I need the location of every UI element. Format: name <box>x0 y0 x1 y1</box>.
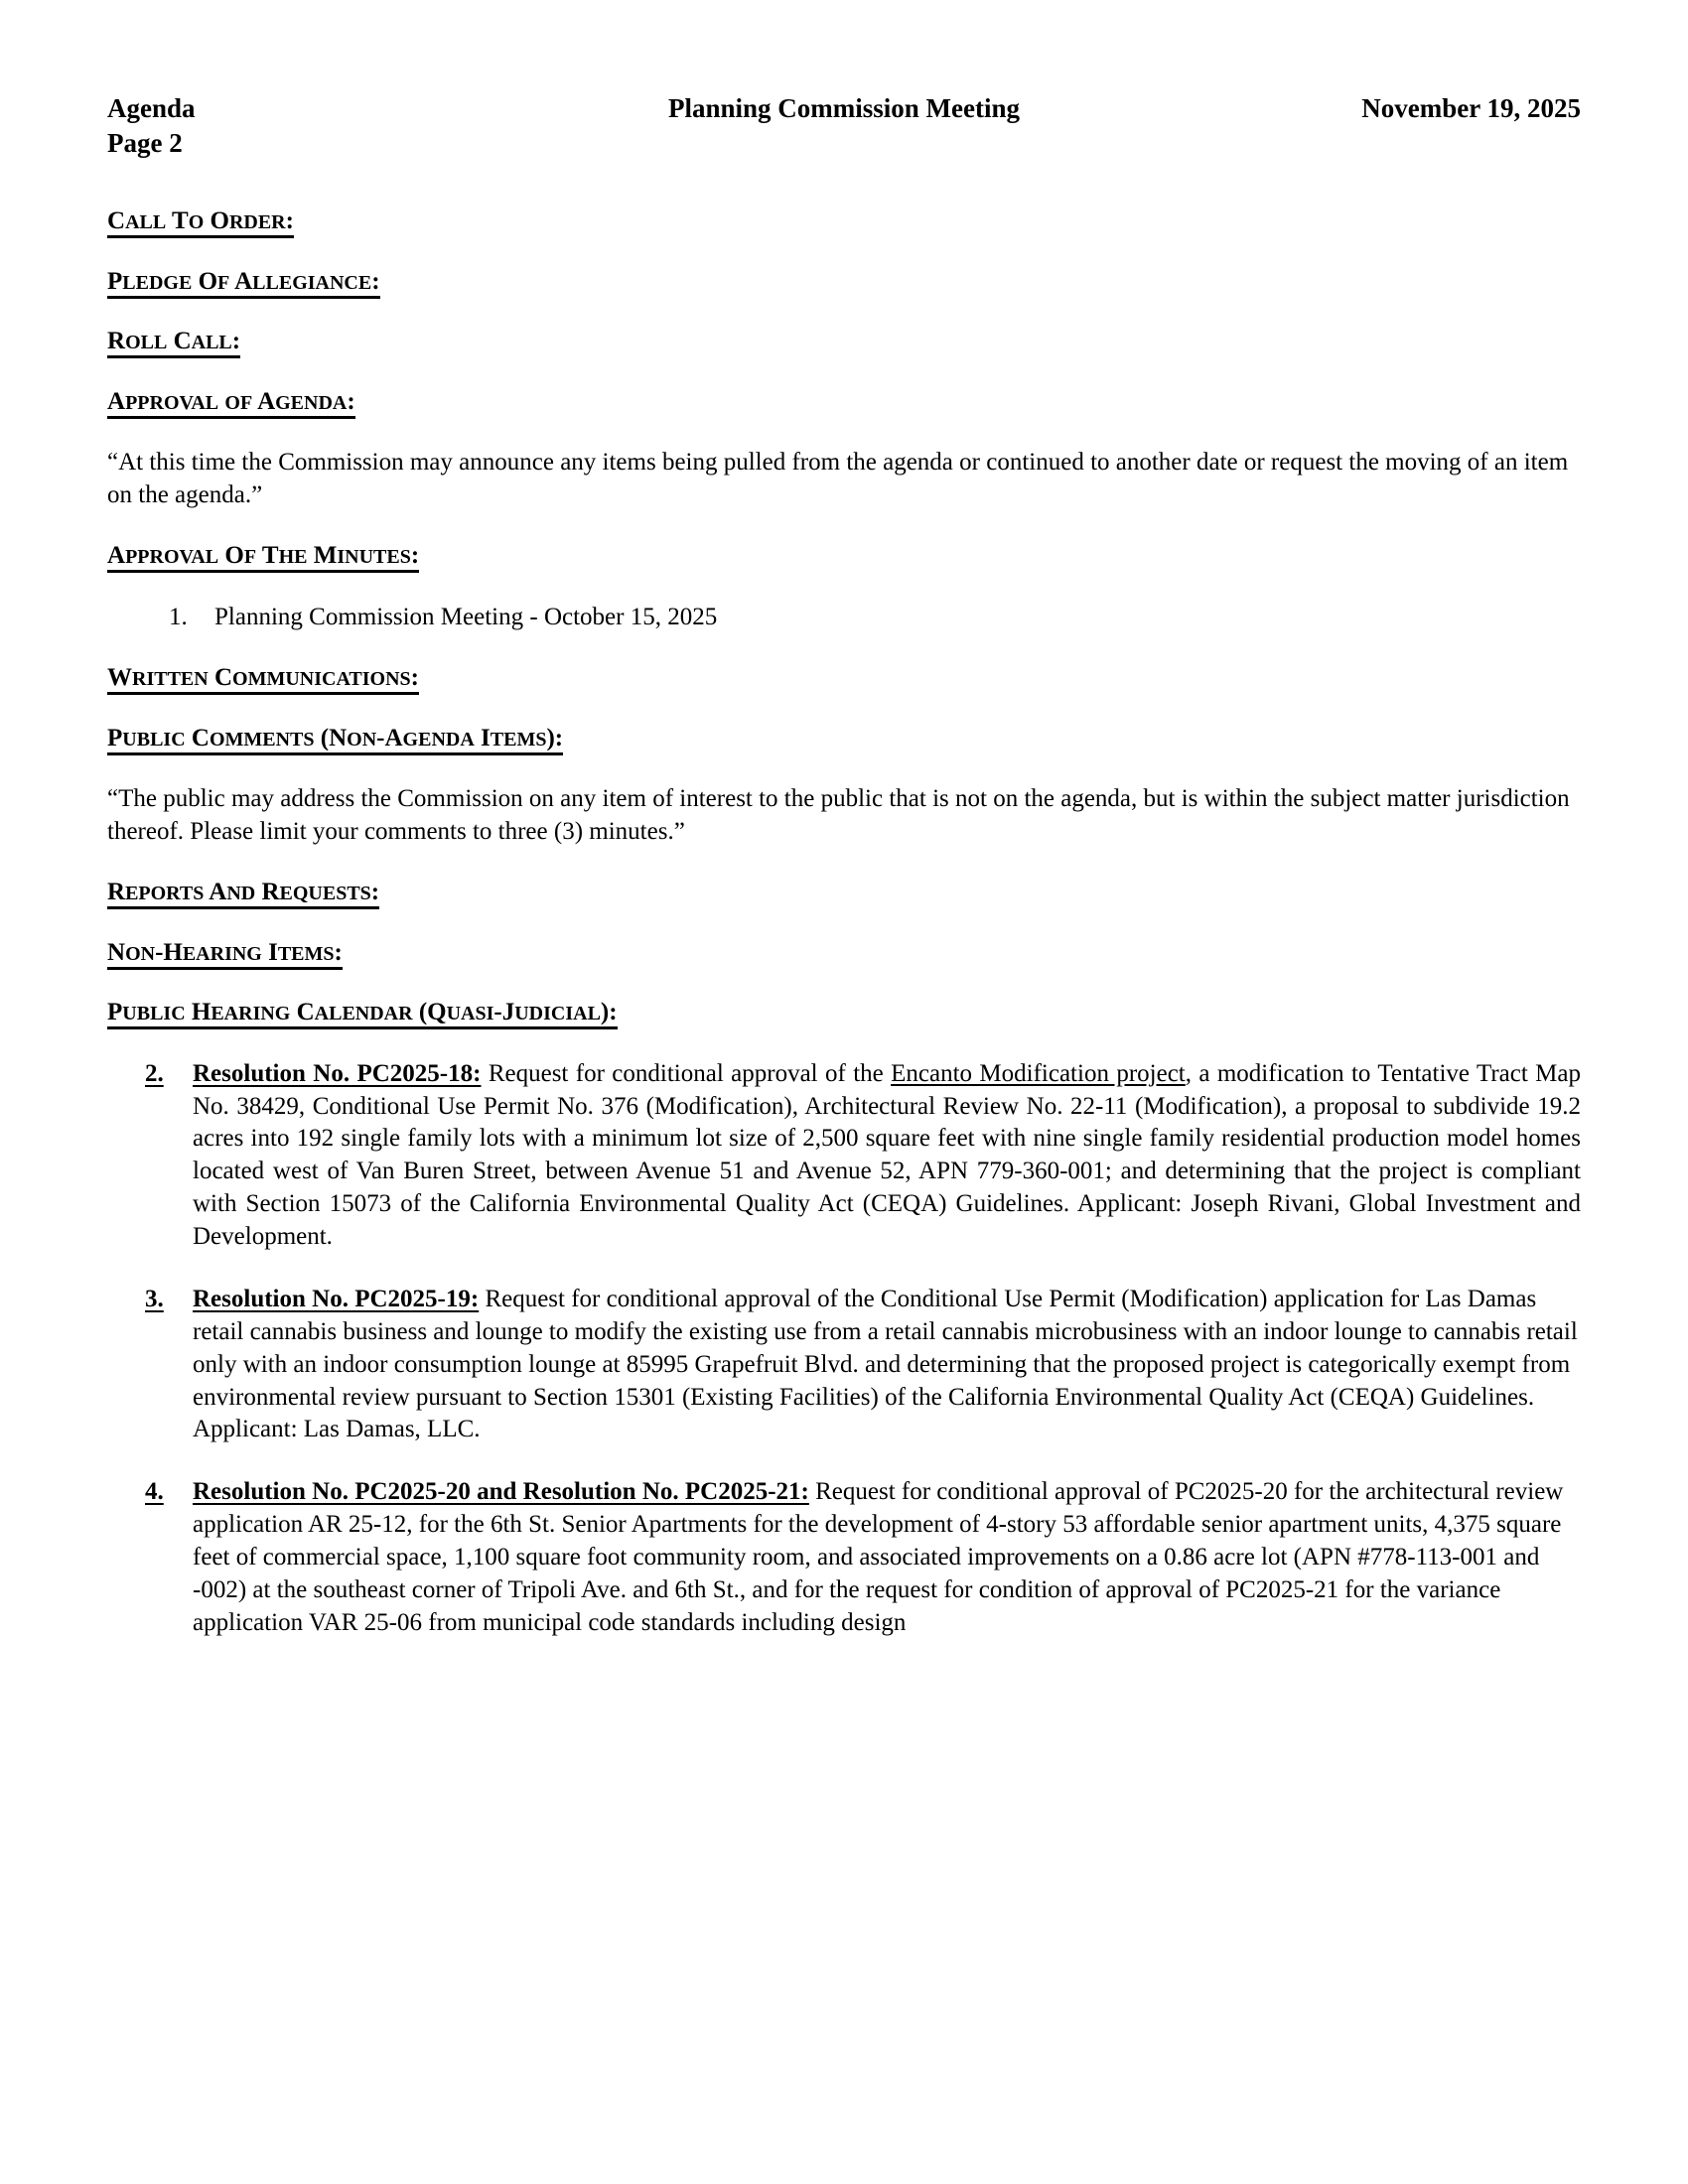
section-approval-of-agenda <box>107 387 1581 418</box>
hearing-item-resolution-label: Resolution No. PC2025-19: <box>193 1285 480 1312</box>
hearing-item-text: Request for conditional approval of PC2025-20 for the architectural review application AR 25-12, for the 6th St. Senior Apartments for the development of 4-story 53 affordable senior apartment units, 4,375 square feet of commercial space, 1,100 square foot community room, and associated improvements on a 0.86 acre lot (APN #778-113-001 and -002) at the southeast corner of Tripoli Ave. and 6th St., and for the request for condition of approval of PC2025-21 for the variance application VAR 25-06 from municipal code standards including design <box>193 1478 1564 1636</box>
section-call-to-order <box>107 206 1581 237</box>
section-approval-of-agenda-label: APPROVAL OF AGENDA: <box>107 388 355 419</box>
header-left <box>107 91 594 161</box>
hearing-item-text-after: , a modification to Tentative Tract Map No. 38429, Conditional Use Permit No. 376 (Modification), Architectural Review No. 22-11 (Modification), a proposal to subdivide 19.2 acres into 192 single family lots with a minimum lot size of 2,500 square feet with nine single family residential production model homes located west of Van Buren Street, between Avenue 51 and Avenue 52, APN 779-360-001; and determining that the project is compliant with Section 15073 of the California Environmental Quality Act (CEQA) Guidelines. Applicant: Joseph Rivani, Global Investment and Development. <box>193 1059 1582 1251</box>
minutes-item-text: Planning Commission Meeting - October 15, 2025 <box>214 603 718 630</box>
header-meeting-title: Planning Commission Meeting <box>667 93 1020 123</box>
hearing-item[interactable] <box>107 1476 1581 1639</box>
hearing-item-number: 4. <box>145 1478 164 1506</box>
section-call-to-order-label: CALL TO ORDER: <box>107 207 294 238</box>
section-roll-call <box>107 327 1581 357</box>
public-comments-quote: “The public may address the Commission on any item of interest to the public that is not on the agenda, but is within the subject matter jurisdiction thereof. Please limit your comments to three (3) minutes.” <box>107 785 1570 845</box>
header-page-number: Page 2 <box>107 128 183 159</box>
hearing-item-text: Request for conditional approval of the Conditional Use Permit (Modification) application for Las Damas retail cannabis business and lounge to modify the existing use from a retail cannabis microbusiness with an indoor lounge to cannabis retail only with an indoor consumption lounge at 85995 Grapefruit Blvd. and determining that the proposed project is categorically exempt from environmental review pursuant to Section 15301 (Existing Facilities) of the California Environmental Quality Act (CEQA) Guidelines. Applicant: Las Damas, LLC. <box>193 1285 1578 1443</box>
document-header <box>107 91 1581 161</box>
section-public-hearing-calendar <box>107 998 1581 1028</box>
hearing-calendar-list <box>107 1058 1581 1640</box>
section-pledge-of-allegiance-label: PLEDGE OF ALLEGIANCE: <box>107 268 380 299</box>
agenda-approval-quote: “At this time the Commission may announce any items being pulled from the agenda or continued to another date or request the moving of an item on the agenda.” <box>107 449 1569 508</box>
hearing-item-text-before: Request for conditional approval of the <box>481 1059 892 1087</box>
minutes-item-number: 1. <box>169 603 188 630</box>
section-roll-call-label: ROLL CALL: <box>107 328 240 358</box>
section-pledge-of-allegiance <box>107 267 1581 298</box>
hearing-item-number: 2. <box>145 1059 164 1087</box>
hearing-item-project-name: Encanto Modification project <box>891 1059 1186 1087</box>
section-public-hearing-calendar-label: PUBLIC HEARING CALENDAR (QUASI-JUDICIAL): <box>107 999 618 1029</box>
hearing-item[interactable] <box>107 1284 1581 1446</box>
hearing-item-number: 3. <box>145 1285 164 1312</box>
section-approval-of-the-minutes-label: APPROVAL OF THE MINUTES: <box>107 542 419 573</box>
section-public-comments-label: PUBLIC COMMENTS (NON-AGENDA ITEMS): <box>107 725 563 755</box>
section-public-comments <box>107 724 1581 754</box>
minutes-list-item[interactable] <box>107 602 1581 634</box>
hearing-item-body <box>193 1476 1581 1639</box>
section-written-communications <box>107 663 1581 694</box>
hearing-item[interactable] <box>107 1058 1581 1254</box>
header-doc-type: Agenda <box>107 93 196 123</box>
section-non-hearing-items <box>107 938 1581 969</box>
hearing-item-body <box>193 1284 1581 1446</box>
hearing-item-resolution-label: Resolution No. PC2025-18: <box>193 1059 482 1087</box>
section-reports-and-requests-label: REPORTS AND REQUESTS: <box>107 879 379 909</box>
hearing-item-body <box>193 1058 1581 1254</box>
hearing-item-resolution-label: Resolution No. PC2025-20 and Resolution No. PC2025-21: <box>193 1478 809 1506</box>
section-written-communications-label: WRITTEN COMMUNICATIONS: <box>107 664 419 695</box>
section-non-hearing-items-label: NON-HEARING ITEMS: <box>107 939 343 970</box>
header-meeting-date: November 19, 2025 <box>1361 93 1581 123</box>
section-approval-of-the-minutes <box>107 541 1581 572</box>
section-reports-and-requests <box>107 878 1581 908</box>
